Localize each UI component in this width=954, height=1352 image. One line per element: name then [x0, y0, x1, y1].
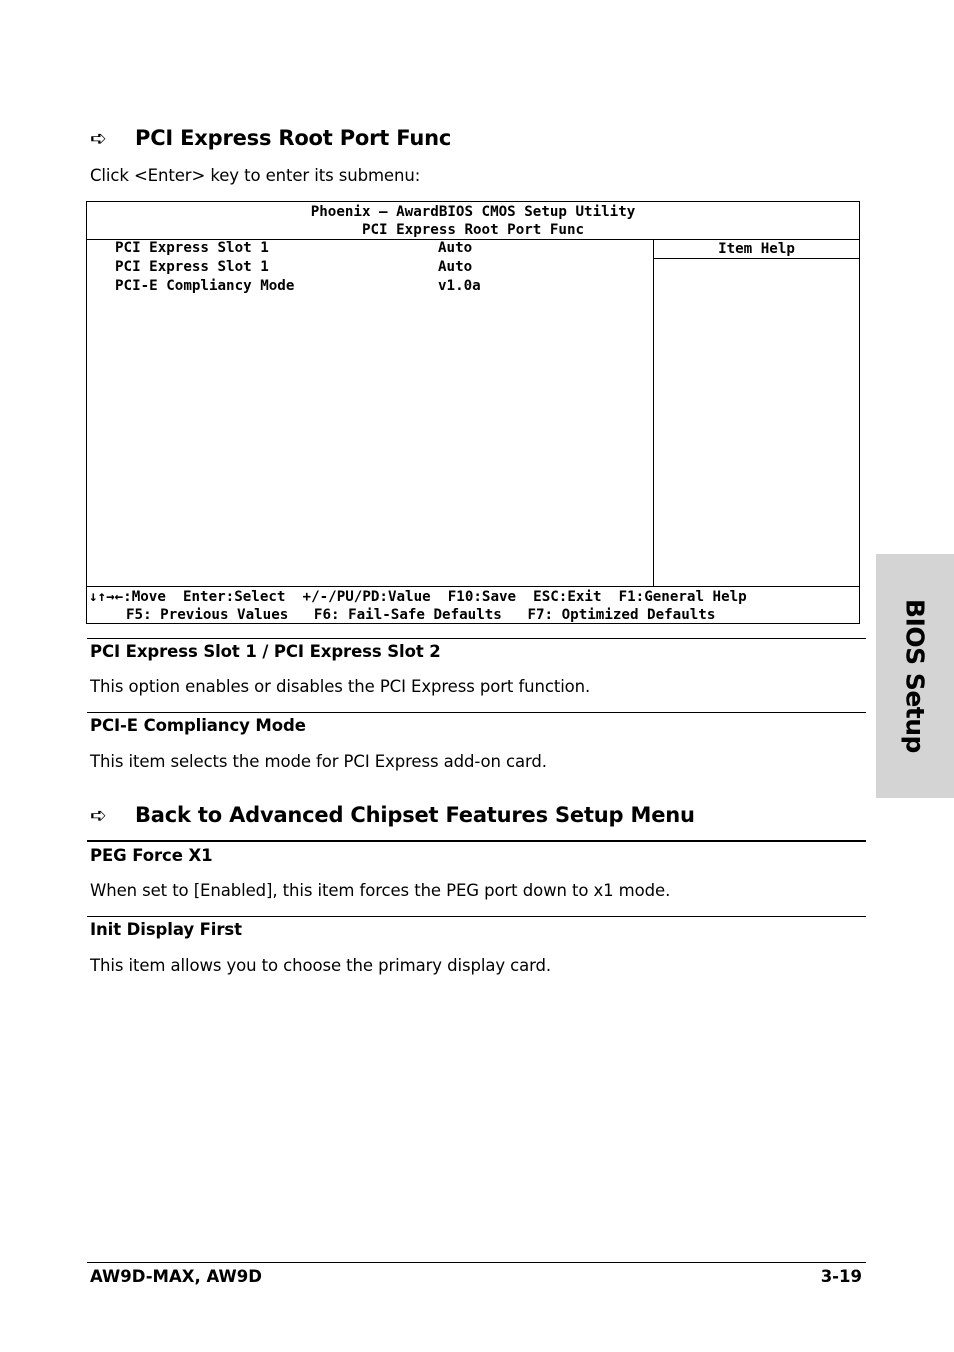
- item-heading: Init Display First: [90, 920, 242, 939]
- arrow-icon: ➪: [90, 126, 107, 150]
- side-tab-label: BIOS Setup: [900, 599, 930, 753]
- bios-item-label[interactable]: PCI Express Slot 1: [115, 259, 269, 275]
- section-heading-back-to-menu: [90, 800, 695, 830]
- bios-item-label[interactable]: PCI Express Slot 1: [115, 240, 269, 256]
- bios-item-value[interactable]: v1.0a: [438, 278, 481, 294]
- divider: [87, 840, 866, 842]
- side-tab: [876, 554, 954, 798]
- section-heading-pci-express-root-port: [90, 123, 451, 153]
- arrow-icon: ➪: [90, 803, 107, 827]
- item-help-title: Item Help: [718, 241, 795, 257]
- bios-column-divider: [653, 239, 654, 586]
- item-heading: PEG Force X1: [90, 846, 213, 865]
- section-title: PCI Express Root Port Func: [135, 126, 452, 150]
- bios-screen: [86, 201, 860, 624]
- item-description: This item allows you to choose the primary display card.: [90, 956, 552, 975]
- footer-model: AW9D-MAX, AW9D: [90, 1267, 262, 1286]
- footer-page-number: 3-19: [820, 1267, 862, 1286]
- divider: [87, 638, 866, 639]
- bios-item-value[interactable]: Auto: [438, 240, 473, 256]
- bios-key-help-line1: ↓↑→←:Move Enter:Select +/-/PU/PD:Value F10:Save ESC:Exit F1:General Help: [89, 589, 747, 605]
- item-description: When set to [Enabled], this item forces the PEG port down to x1 mode.: [90, 881, 671, 900]
- item-description: This option enables or disables the PCI Express port function.: [90, 677, 591, 696]
- item-heading: PCI Express Slot 1 / PCI Express Slot 2: [90, 642, 441, 661]
- item-description: This item selects the mode for PCI Express add-on card.: [90, 752, 547, 771]
- bios-subtitle: PCI Express Root Port Func: [361, 222, 585, 238]
- bios-item-label[interactable]: PCI-E Compliancy Mode: [115, 278, 295, 294]
- divider: [87, 712, 866, 713]
- bios-title: Phoenix – AwardBIOS CMOS Setup Utility: [310, 204, 636, 220]
- item-heading: PCI-E Compliancy Mode: [90, 716, 306, 735]
- divider: [87, 916, 866, 917]
- bios-key-help-line2: F5: Previous Values F6: Fail-Safe Defaults F7: Optimized Defaults: [126, 607, 716, 623]
- bios-footer-divider: [87, 586, 859, 587]
- footer-divider: [87, 1262, 866, 1263]
- intro-text: Click <Enter> key to enter its submenu:: [90, 166, 421, 185]
- item-help-divider: [654, 258, 859, 259]
- bios-item-value[interactable]: Auto: [438, 259, 473, 275]
- section-title: Back to Advanced Chipset Features Setup Menu: [135, 803, 695, 827]
